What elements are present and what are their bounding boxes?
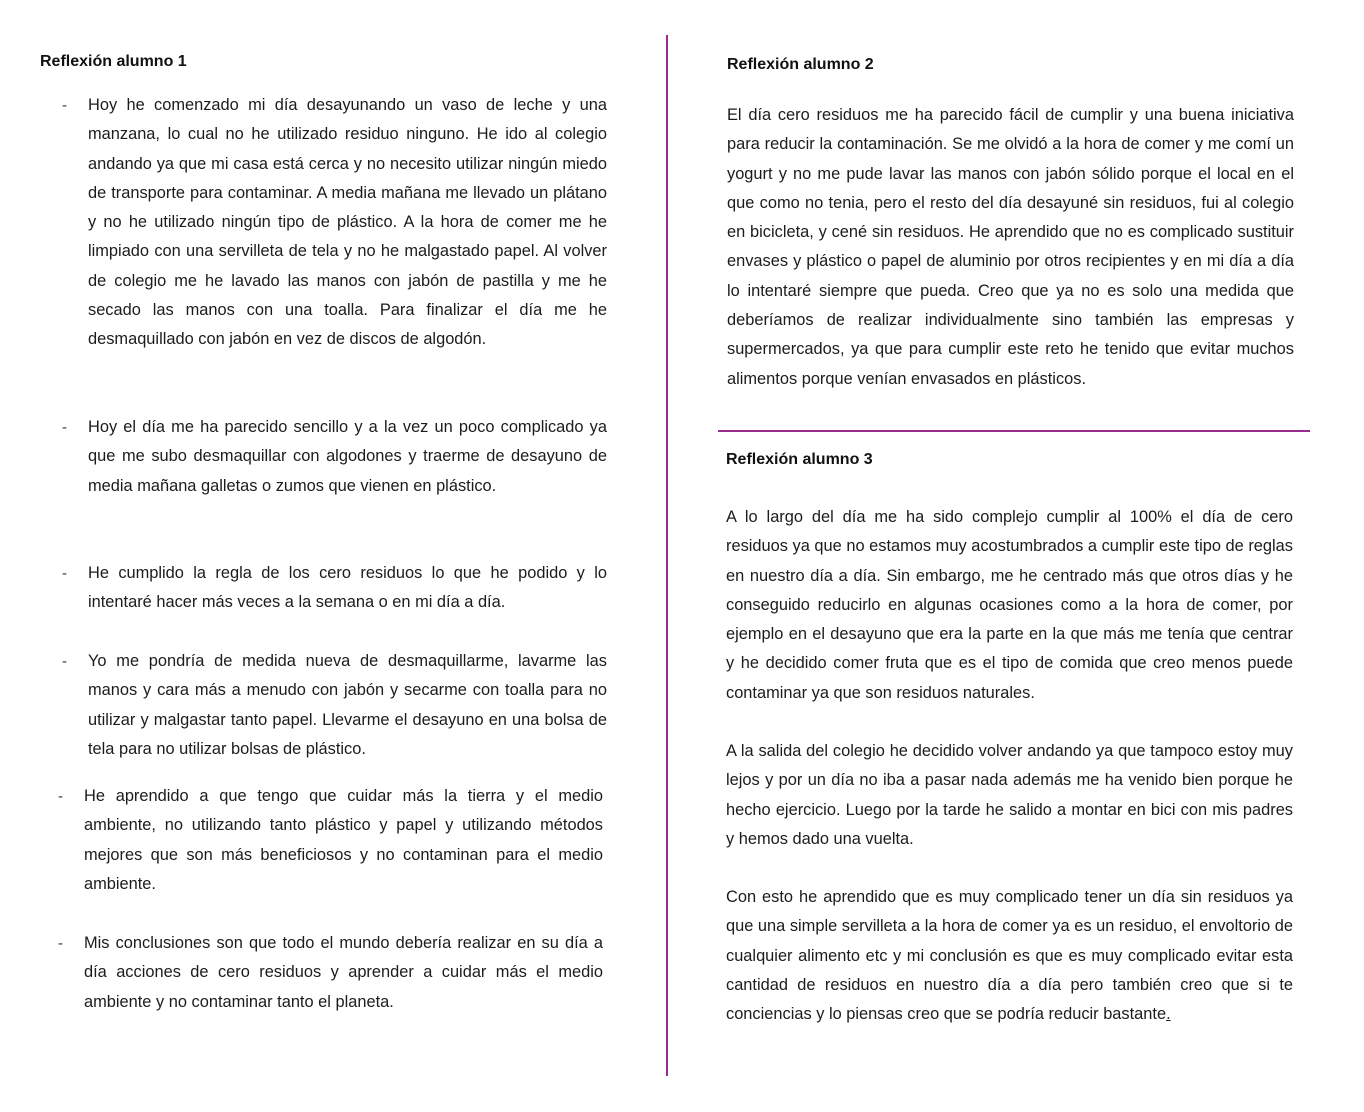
student3-paragraph-3 (726, 883, 1293, 1029)
student1-item-3 (62, 559, 607, 618)
student1-item-text: He cumplido la regla de los cero residuos lo que he podido y lo intentaré hacer más veces a la semana o en mi día a día. (88, 564, 607, 612)
student2-text: El día cero residuos me ha parecido fácil de cumplir y una buena iniciativa para reducir la contaminación. Se me olvidó a la hora de comer y me comí un yogurt y no me pude lavar las manos con jabón sólido porque el local en el que como no tenia, pero el resto del día desayuné sin residuos, fui al colegio en bicicleta, y cené sin residuos. He aprendido que no es complicado sustituir envases y plástico o papel de aluminio por otros recipientes y en mi día a día lo intentaré siempre que pueda. Creo que ya no es solo una medida que deberíamos de realizar individualmente sino también las empresas y supermercados, ya que para cumplir este reto he tenido que evitar muchos alimentos porque venían envasados en plásticos. (727, 106, 1294, 388)
vertical-divider (666, 35, 668, 1076)
bullet-dash: - (62, 565, 67, 582)
student1-item-6 (58, 929, 603, 1017)
student3-paragraph-1: A lo largo del día me ha sido complejo cumplir al 100% el día de cero residuos ya que no estamos muy acostumbrados a cumplir este tipo de reglas en nuestro día a día. Sin embargo, me he centrado más que otros días y he conseguido reducirlo en algunas ocasiones como a la hora de comer, por ejemplo en el desayuno que era la parte en la que más me tenía que centrar y he decidido comer fruta que es el tipo de comida que creo menos puede contaminar ya que son residuos naturales. (726, 508, 1293, 702)
bullet-dash: - (58, 788, 63, 805)
student1-item-text: He aprendido a que tengo que cuidar más la tierra y el medio ambiente, no utilizando tanto plástico y papel y utilizando métodos mejores que son más beneficiosos y no contaminan para el medio ambiente. (84, 787, 603, 893)
student3-paragraph-3-text: Con esto he aprendido que es muy complicado tener un día sin residuos ya que una simple servilleta a la hora de comer ya es un residuo, el envoltorio de cualquier alimento etc y mi conclusión es que es muy complicado evitar esta cantidad de residuos en nuestro día a día pero también creo que si te conciencias y lo piensas creo que se podría reducir bastante (726, 888, 1293, 1024)
student3-title: Reflexión alumno 3 (726, 451, 873, 468)
student1-title: Reflexión alumno 1 (40, 53, 187, 70)
student3-paragraph-2: A la salida del colegio he decidido volver andando ya que tampoco estoy muy lejos y por un día no iba a pasar nada además me ha venido bien porque he hecho ejercicio. Luego por la tarde he salido a montar en bici con mis padres y hemos dado una vuelta. (726, 742, 1293, 848)
bullet-dash: - (62, 653, 67, 670)
student3-final-period: . (1166, 1005, 1171, 1024)
student1-item-text: Hoy he comenzado mi día desayunando un vaso de leche y una manzana, lo cual no he utilizado residuo ninguno. He ido al colegio andando ya que mi casa está cerca y no necesito utilizar ningún miedo de transporte para contaminar. A media mañana me llevado un plátano y no he utilizado ningún tipo de plástico. A la hora de comer me he limpiado con una servilleta de tela y no he malgastado papel. Al volver de colegio me he lavado las manos con jabón de pastilla y me he secado las manos con una toalla. Para finalizar el día me he desmaquillado con jabón en vez de discos de algodón. (88, 96, 607, 349)
bullet-dash: - (62, 419, 67, 436)
student1-item-text: Hoy el día me ha parecido sencillo y a la vez un poco complicado ya que me subo desmaquillar con algodones y traerme de desayuno de media mañana galletas o zumos que vienen en plástico. (88, 418, 607, 495)
bullet-dash: - (58, 935, 63, 952)
student1-item-5 (58, 782, 603, 899)
horizontal-divider (718, 430, 1310, 432)
student1-item-text: Yo me pondría de medida nueva de desmaquillarme, lavarme las manos y cara más a menudo con jabón y secarme con toalla para no utilizar y malgastar tanto papel. Llevarme el desayuno en una bolsa de tela para no utilizar bolsas de plástico. (88, 652, 607, 758)
student1-item-text: Mis conclusiones son que todo el mundo debería realizar en su día a día acciones de cero residuos y aprender a cuidar más el medio ambiente y no contaminar tanto el planeta. (84, 934, 603, 1011)
student2-title: Reflexión alumno 2 (727, 56, 874, 73)
bullet-dash: - (62, 97, 67, 114)
student1-item-1 (62, 91, 607, 355)
student1-item-2 (62, 413, 607, 501)
student1-item-4 (62, 647, 607, 764)
